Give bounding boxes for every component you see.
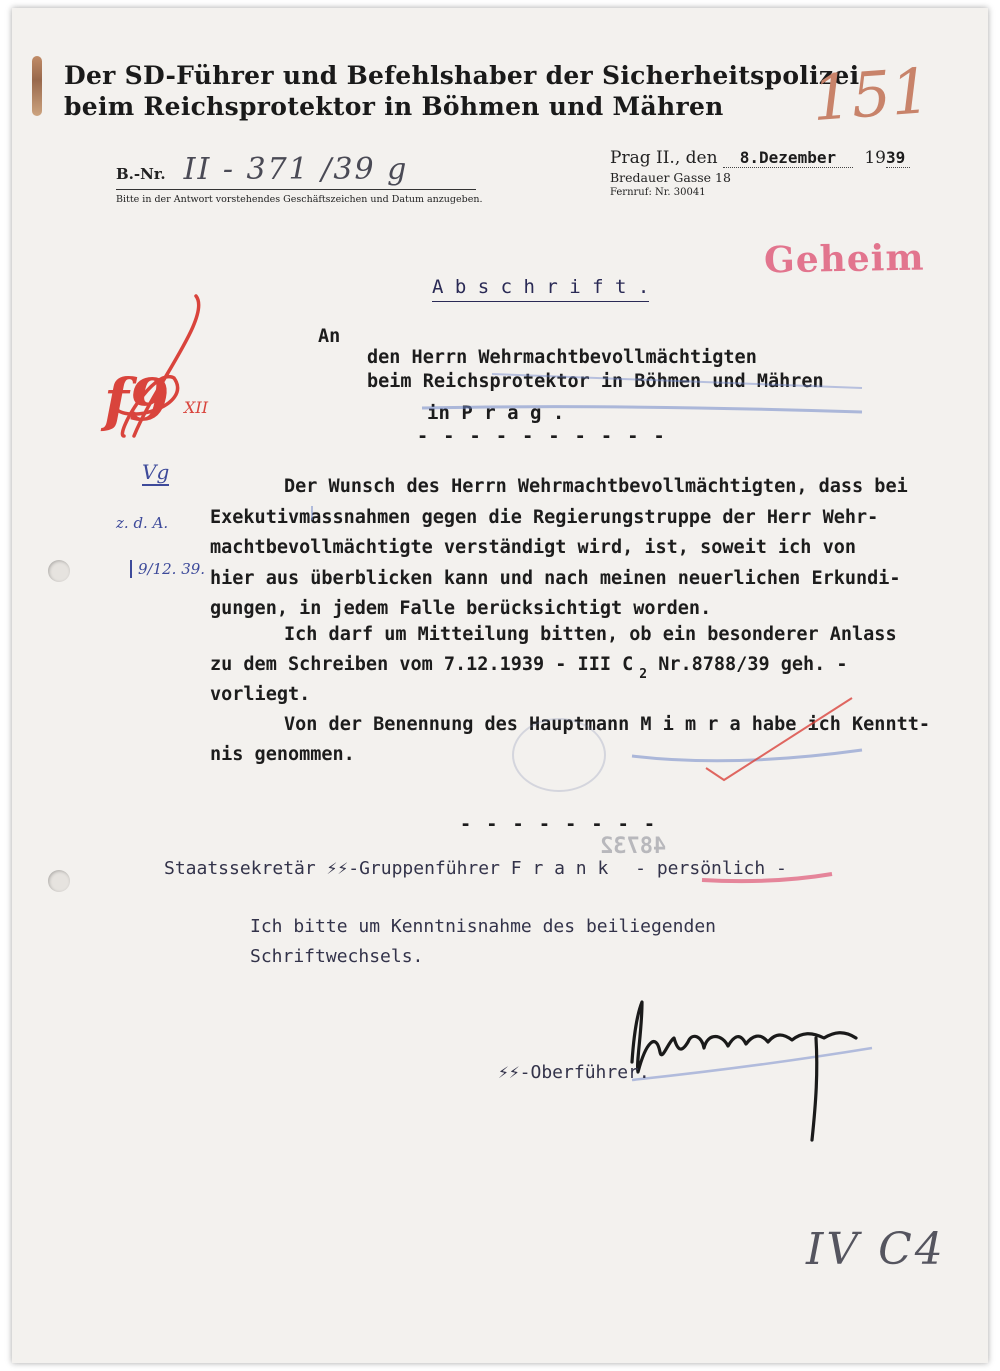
document-type: A b s c h r i f t .: [432, 276, 649, 302]
classification-stamp: Geheim: [763, 236, 925, 282]
cc-recipient: Staatssekretär ⚡⚡-Gruppenführer F r a n k: [164, 858, 609, 879]
reference-number-text: Nr.8788/39 geh. -: [647, 654, 848, 675]
margin-zda: z. d. A.: [116, 514, 169, 532]
body-line: machtbevollmächtigte verständigt wird, ist, soweit ich von: [210, 537, 857, 558]
margin-initials: Vg: [142, 460, 170, 484]
reference-note: Bitte in der Antwort vorstehendes Geschäftszeichen und Datum anzugeben.: [116, 194, 483, 205]
recipient-line-2: beim Reichsprotektor in Böhmen und Mähren: [367, 371, 824, 392]
street-address: Bredauer Gasse 18: [610, 170, 731, 185]
body-paragraph-3-line-2: nis genommen.: [210, 744, 355, 765]
body-line: Exekutivmassnahmen gegen die Regierungstruppe der Herr Wehr-: [210, 506, 879, 528]
date-value: 8.Dezember: [723, 148, 853, 168]
signature-icon: [612, 992, 882, 1152]
body-line: hier aus überblicken kann und nach meinen neuerlichen Erkundi-: [210, 567, 901, 589]
letterhead-line-2: beim Reichsprotektor in Böhmen und Mähren: [64, 92, 724, 122]
cc-personal: - persönlich -: [635, 858, 787, 879]
cc-text: [250, 912, 716, 972]
body-line: gungen, in jedem Falle berücksichtigt worden.: [210, 598, 712, 619]
year-suffix: 39: [886, 148, 910, 168]
reference-number: II - 371 /39 g: [183, 152, 409, 187]
reference-label: B.-Nr.: [116, 165, 166, 183]
letterhead-line-1: Der SD-Führer und Befehlshaber der Sicherheitspolizei: [64, 61, 860, 90]
recipient-salutation: An: [318, 326, 341, 347]
reference-text: zu dem Schreiben vom 7.12.1939 - III C: [210, 654, 634, 675]
filing-mark: IV C4: [806, 1224, 946, 1275]
body-paragraph-3-line-1: Von der Benennung des Hauptmann M i m r a habe ich Kenntt-: [284, 714, 931, 735]
cc-line: [164, 858, 787, 879]
recipient-line-1: den Herrn Wehrmachtbevollmächtigten: [367, 347, 757, 368]
body-paragraph-2-line-3: vorliegt.: [210, 684, 311, 705]
subscript: 2: [639, 667, 648, 682]
bleed-through-number: 48732: [600, 834, 667, 859]
cc-text-line-2: Schriftwechsels.: [250, 946, 424, 967]
recipient-separator: - - - - - - - - - -: [417, 426, 667, 447]
recipient-city: in P r a g .: [427, 402, 565, 424]
pencil-annotations: [12, 8, 988, 1363]
faint-stamp: [512, 718, 606, 792]
red-margin-text: f9: [104, 366, 170, 434]
page-number: 151: [809, 53, 933, 136]
signature-title: ⚡⚡-Oberführer.: [498, 1062, 650, 1083]
red-margin-roman: XII: [184, 398, 209, 417]
phone-number: Fernruf: Nr. 30041: [610, 187, 706, 198]
margin-date-note: 9/12. 39.: [130, 560, 205, 578]
document-page: [12, 8, 988, 1363]
year-prefix: 19: [864, 148, 886, 168]
body-line: Der Wunsch des Herrn Wehrmachtbevollmächtigten, dass bei: [284, 476, 908, 497]
section-separator: - - - - - - - -: [460, 814, 658, 835]
place-label: Prag II., den: [610, 148, 718, 168]
body-paragraph-2-line-1: Ich darf um Mitteilung bitten, ob ein besonderer Anlass: [284, 624, 897, 645]
cc-text-line-1: Ich bitte um Kenntnisnahme des beiliegenden: [250, 916, 716, 937]
